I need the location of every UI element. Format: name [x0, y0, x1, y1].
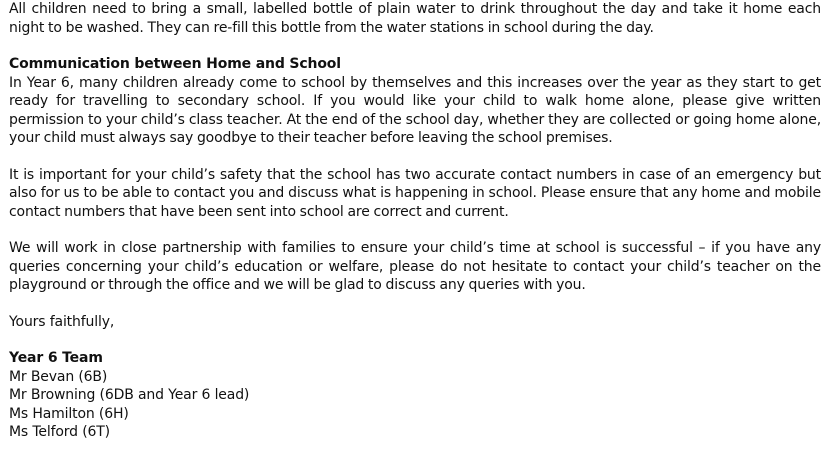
- team-member: Mr Browning (6DB and Year 6 lead): [9, 387, 250, 403]
- walking-home-paragraph: In Year 6, many children already come to school by themselves and this increases over the year as they start to get ready for travelling to secondary school. If you would like your child to walk home alone, please give written permission to your child’s class teacher. At the end of the school day, whether they are collected or going home alone, your child must always say goodbye to their teacher before leaving the school premises.: [9, 74, 821, 146]
- spacer: [9, 221, 821, 239]
- spacer: [9, 331, 821, 349]
- team-name: Year 6 Team: [9, 350, 103, 366]
- closing-salutation: Yours faithfully,: [9, 313, 115, 330]
- spacer: [9, 37, 821, 55]
- team-member: Ms Telford (6T): [9, 424, 110, 440]
- spacer: [9, 295, 821, 313]
- spacer: [9, 148, 821, 166]
- contact-numbers-paragraph: It is important for your child’s safety that the school has two accurate contact numbers in case of an emergency but also for us to be able to contact you and discuss what is happening in school. Please ensure that any home and mobile contact numbers that have been sent into school are correct and current.: [9, 166, 821, 220]
- communication-heading: Communication between Home and School: [9, 56, 341, 72]
- partnership-paragraph: We will work in close partnership with families to ensure your child’s time at school is successful – if you have any queries concerning your child’s education or welfare, please do not hesitate to contact your child’s teacher on the playground or through the office and we will be glad to discuss any queries with you.: [9, 240, 821, 293]
- signature-block: [9, 349, 821, 442]
- team-member: Mr Bevan (6B): [9, 368, 108, 385]
- water-bottle-paragraph: All children need to bring a small, labelled bottle of plain water to drink throughout the day and take it home each night to be washed. They can re-fill this bottle from the water stations in school during the day.: [9, 1, 821, 36]
- team-member: Ms Hamilton (6H): [9, 405, 129, 422]
